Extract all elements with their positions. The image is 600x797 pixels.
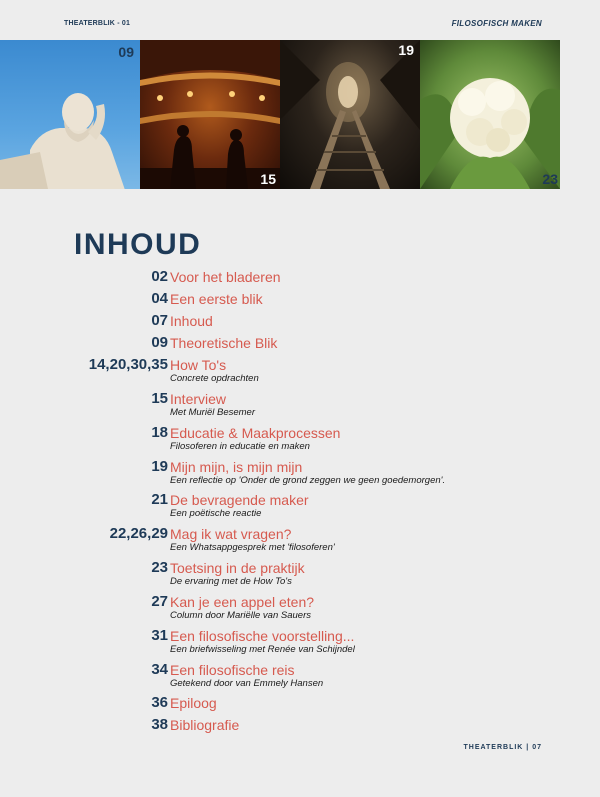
toc-entry[interactable] [0, 694, 600, 714]
page-title: INHOUD [74, 228, 202, 261]
toc-title: Een filosofische voorstelling... [170, 628, 355, 644]
photo-strip [0, 40, 560, 189]
photo-page-number: 15 [260, 171, 276, 187]
photo-page-number: 19 [398, 42, 414, 58]
toc-subtitle: Column door Mariëlle van Sauers [170, 610, 311, 621]
toc-title: Een filosofische reis [170, 662, 295, 678]
toc-page-number: 22,26,29 [109, 525, 168, 542]
toc-title: Kan je een appel eten? [170, 594, 315, 610]
toc-entry[interactable] [0, 390, 600, 418]
toc-title: Inhoud [170, 313, 213, 329]
toc-entry[interactable] [0, 627, 600, 655]
toc-title: How To's [170, 357, 227, 373]
toc-subtitle: Filosoferen in educatie en maken [170, 441, 310, 452]
toc-subtitle: Concrete opdrachten [170, 373, 259, 384]
toc-page-number: 36 [151, 694, 168, 711]
toc-subtitle: Een briefwisseling met Renée van Schijndel [170, 644, 355, 655]
toc-subtitle: De ervaring met de How To's [170, 576, 292, 587]
toc-title: Educatie & Maakprocessen [170, 425, 341, 441]
toc-page-number: 02 [151, 268, 168, 285]
toc-entry[interactable] [0, 491, 600, 519]
toc-title: Theoretische Blik [170, 335, 278, 351]
toc-title: Een eerste blik [170, 291, 263, 307]
toc-page-number: 04 [151, 290, 168, 307]
toc-entry[interactable] [0, 559, 600, 587]
theater-interior-icon [140, 40, 280, 189]
toc-page-number: 27 [151, 593, 168, 610]
toc-title: Bibliografie [170, 717, 240, 733]
cauliflower-icon [420, 40, 560, 189]
toc-page-number: 18 [151, 424, 168, 441]
toc-title: Mag ik wat vragen? [170, 526, 292, 542]
toc-page-number: 09 [151, 334, 168, 351]
toc-page-number: 34 [151, 661, 168, 678]
mine-shaft-photo [280, 40, 420, 189]
philosopher-statue-icon [0, 40, 140, 189]
toc-title: Voor het bladeren [170, 269, 281, 285]
running-header-left: THEATERBLIK - 01 [64, 20, 131, 27]
toc-subtitle: Een reflectie op 'Onder de grond zeggen we geen goedemorgen'. [170, 475, 446, 486]
toc-page-number: 15 [151, 390, 168, 407]
toc-entry[interactable] [0, 290, 600, 310]
toc-entry[interactable] [0, 334, 600, 354]
running-header-right: FILOSOFISCH MAKEN [451, 19, 542, 28]
toc-entry[interactable] [0, 356, 600, 384]
toc-title: Interview [170, 391, 227, 407]
toc-page-number: 23 [151, 559, 168, 576]
toc-page-number: 38 [151, 716, 168, 733]
toc-title: Mijn mijn, is mijn mijn [170, 459, 303, 475]
toc-title: De bevragende maker [170, 492, 309, 508]
toc-page-number: 14,20,30,35 [88, 356, 168, 373]
toc-entry[interactable] [0, 593, 600, 621]
toc-entry[interactable] [0, 525, 600, 553]
toc-entry[interactable] [0, 661, 600, 689]
toc-page-number: 19 [151, 458, 168, 475]
photo-page-number: 09 [118, 44, 134, 60]
toc-page-number: 21 [151, 491, 168, 508]
toc-entry[interactable] [0, 312, 600, 332]
toc-page-number: 07 [151, 312, 168, 329]
toc-entry[interactable] [0, 424, 600, 452]
philosopher-statue-photo [0, 40, 140, 189]
toc-subtitle: Een poëtische reactie [170, 508, 262, 519]
toc-subtitle: Getekend door van Emmely Hansen [170, 678, 324, 689]
toc-page-number: 31 [151, 627, 168, 644]
toc-entry[interactable] [0, 458, 600, 486]
theater-interior-photo [140, 40, 280, 189]
mine-shaft-icon [280, 40, 420, 189]
cauliflower-photo [420, 40, 560, 189]
photo-page-number: 23 [542, 171, 558, 187]
toc-subtitle: Met Muriël Besemer [170, 407, 255, 418]
toc-entry[interactable] [0, 716, 600, 736]
toc-entry[interactable] [0, 268, 600, 288]
toc-subtitle: Een Whatsappgesprek met 'filosoferen' [170, 542, 335, 553]
page-footer: THEATERBLIK | 07 [463, 744, 542, 751]
toc-title: Epiloog [170, 695, 217, 711]
toc-title: Toetsing in de praktijk [170, 560, 305, 576]
